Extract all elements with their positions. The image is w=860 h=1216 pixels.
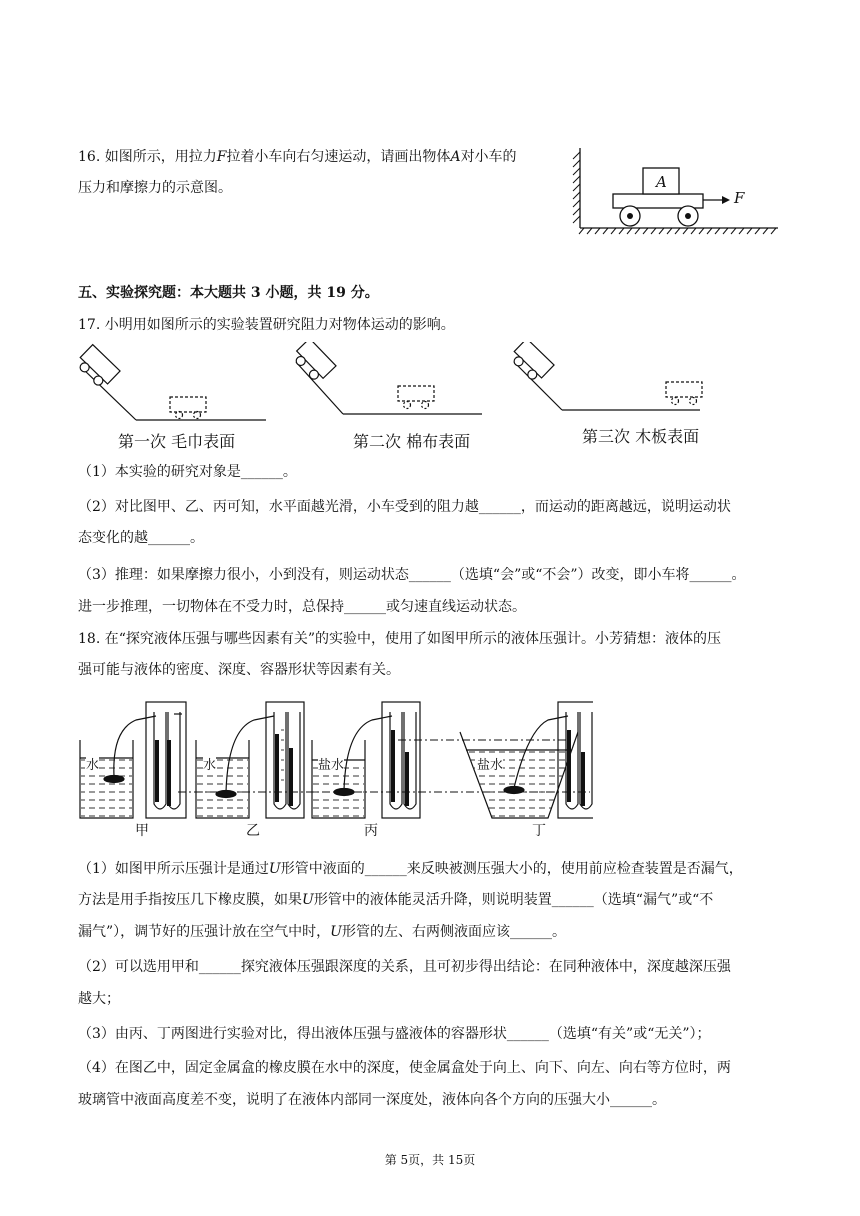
- q18-p1-l1-a: （1）如图甲所示压强计是通过: [78, 861, 269, 877]
- q18-part-2-line-1: （2）可以选用甲和______探究液体压强跟深度的关系，且可初步得出结论：在同种液体中，深度越深压强: [78, 959, 731, 975]
- q18-intro-line-1: 18. 在“探究液体压强与哪些因素有关”的实验中，使用了如图甲所示的液体压强计。小芳猜想：液体的压: [78, 631, 722, 647]
- q18-p1-l1-b: 形管中液面的______来反映被测压强大小的，使用前应检查装置是否漏气，: [280, 861, 743, 877]
- ramp-figure-1: [76, 345, 266, 420]
- var-A: A: [450, 149, 461, 165]
- ramp-caption-3: 第三次 木板表面: [582, 427, 700, 446]
- q16-cart-figure: [570, 148, 785, 238]
- liquid-label-yi: 水: [203, 754, 216, 773]
- var-F: F: [216, 149, 227, 165]
- q17-intro: 17. 小明用如图所示的实验装置研究阻力对物体运动的影响。: [78, 317, 455, 333]
- ramp-figure-2: [291, 342, 482, 414]
- q18-part-4-line-1: （4）在图乙中，固定金属盒的橡皮膜在水中的深度，使金属盒处于向上、向下、向左、向右等方位时，两: [78, 1060, 731, 1076]
- q16-text-c: 对小车的: [460, 149, 517, 165]
- q18-part-3: （3）由丙、丁两图进行实验对比，得出液体压强与盛液体的容器形状______（选填“有关”或“无关”）；: [78, 1026, 711, 1042]
- q18-p1-l2-b: 形管中的液体能灵活升降，则说明装置______（选填“漏气”或“不: [313, 892, 714, 908]
- q17-part-2-line-2: 态变化的越______。: [78, 530, 204, 546]
- q16-text-b: 拉着小车向右匀速运动，请画出物体: [226, 149, 451, 165]
- q17-part-3-line-2: 进一步推理，一切物体在不受力时，总保持______或匀速直线运动状态。: [78, 599, 526, 615]
- q18-intro-line-2: 强可能与液体的密度、深度、容器形状等因素有关。: [78, 662, 400, 678]
- q18-part-1-line-2: [78, 890, 782, 910]
- liquid-label-jia: 水: [86, 754, 99, 773]
- q17-ramp-figures: [76, 342, 716, 422]
- page-number: 第 5页，共 15页: [384, 1153, 476, 1167]
- liquid-label-ding: 盐水: [477, 754, 503, 773]
- fig-label-ding: 丁: [532, 823, 546, 839]
- q18-part-1-line-3: [78, 922, 782, 942]
- q18-part-4-line-2: 玻璃管中液面高度差不变，说明了在液体内部同一深度处，液体向各个方向的压强大小______。: [78, 1092, 666, 1108]
- var-U: U: [330, 924, 342, 940]
- q18-part-2-line-2: 越大；: [78, 991, 120, 1007]
- ramp-figure-3: [508, 342, 702, 410]
- fig-label-F: F: [734, 189, 745, 207]
- q18-p1-l2-a: 方法是用手指按压几下橡皮膜，如果: [78, 892, 302, 908]
- q18-p1-l3-b: 形管的左、右两侧液面应该______。: [341, 924, 566, 940]
- ramp-caption-2: 第二次 棉布表面: [353, 432, 471, 451]
- q16-line-2: 压力和摩擦力的示意图。: [78, 180, 232, 196]
- fig-label-yi: 乙: [246, 823, 260, 839]
- ramp-caption-1: 第一次 毛巾表面: [118, 432, 236, 451]
- var-U: U: [302, 892, 314, 908]
- fig-label-jia: 甲: [135, 823, 149, 839]
- q17-part-3-line-1: （3）推理：如果摩擦力很小，小到没有，则运动状态______（选填“会”或“不会”）改变，即小车将______。: [78, 567, 746, 583]
- var-U: U: [268, 861, 281, 877]
- liquid-label-bing: 盐水: [318, 754, 344, 773]
- q17-part-1: （1）本实验的研究对象是______。: [78, 464, 297, 480]
- fig-label-bing: 丙: [364, 823, 378, 839]
- section-heading: 五、实验探究题：本大题共 3 小题，共 19 分。: [78, 285, 379, 301]
- q18-part-1-line-1: [78, 859, 782, 879]
- q17-part-2-line-1: （2）对比图甲、乙、丙可知，水平面越光滑，小车受到的阻力越______，而运动的距离越远，说明运动状: [78, 499, 731, 515]
- q16-text-a: 16. 如图所示，用拉力: [78, 149, 217, 165]
- fig-label-A: A: [656, 173, 667, 191]
- q18-p1-l3-a: 漏气”），调节好的压强计放在空气中时，: [78, 924, 331, 940]
